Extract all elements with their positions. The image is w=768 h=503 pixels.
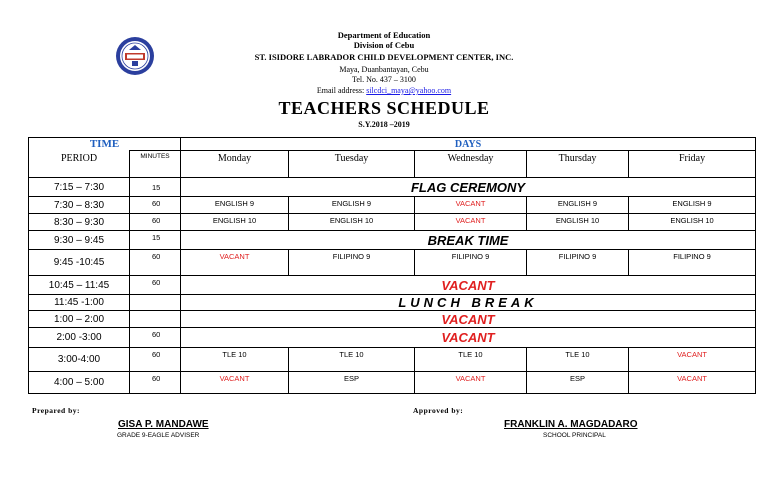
period-cell: 4:00 – 5:00 [29, 372, 130, 394]
period-cell: 2:00 -3:00 [29, 328, 130, 348]
subject-cell: ENGLISH 10 [527, 214, 629, 231]
subject-cell: ENGLISH 9 [629, 197, 756, 214]
preparer-role: GRADE 9-EAGLE ADVISER [117, 432, 200, 439]
minutes-cell: 60 [130, 276, 181, 295]
approver-role: SCHOOL PRINCIPAL [543, 432, 606, 439]
subject-cell: ESP [527, 372, 629, 394]
day-header-tuesday: Tuesday [289, 151, 415, 178]
subject-cell: VACANT [629, 372, 756, 394]
department-name: Department of Education [337, 30, 431, 40]
minutes-cell: 15 [130, 231, 181, 250]
table-row [29, 231, 756, 250]
subject-cell: ENGLISH 9 [181, 197, 289, 214]
period-cell: 7:15 – 7:30 [29, 178, 130, 197]
vacant-banner: VACANT [181, 311, 756, 328]
minutes-cell: 60 [130, 250, 181, 276]
table-row [29, 250, 756, 276]
break-time-banner: BREAK TIME [181, 231, 756, 250]
subject-cell: VACANT [181, 372, 289, 394]
day-header-monday: Monday [181, 151, 289, 178]
division-name: Division of Cebu [353, 40, 415, 50]
period-cell: 9:30 – 9:45 [29, 231, 130, 250]
period-cell: 9:45 -10:45 [29, 250, 130, 276]
subject-cell: VACANT [629, 348, 756, 372]
school-year: S.Y.2018 –2019 [358, 120, 410, 129]
days-header: DAYS [181, 138, 756, 151]
approver-name: FRANKLIN A. MAGDADARO [504, 419, 638, 430]
subject-cell: VACANT [415, 372, 527, 394]
period-cell: 8:30 – 9:30 [29, 214, 130, 231]
minutes-cell [130, 295, 181, 311]
subject-cell: TLE 10 [527, 348, 629, 372]
email-link[interactable]: silcdci_maya@yahoo.com [366, 86, 452, 95]
subject-cell: ENGLISH 10 [181, 214, 289, 231]
table-row [29, 372, 756, 394]
schedule-table [28, 137, 756, 394]
subject-cell: TLE 10 [181, 348, 289, 372]
header-row-days [29, 151, 756, 178]
table-row [29, 348, 756, 372]
subject-cell: VACANT [415, 214, 527, 231]
subject-cell: VACANT [181, 250, 289, 276]
page-title: TEACHERS SCHEDULE [278, 98, 490, 118]
subject-cell: ESP [289, 372, 415, 394]
subject-cell: FILIPINO 9 [527, 250, 629, 276]
subject-cell: ENGLISH 9 [289, 197, 415, 214]
telephone-number: Tel. No. 437 – 3100 [352, 75, 416, 84]
table-row [29, 328, 756, 348]
subject-cell: TLE 10 [289, 348, 415, 372]
header-row-top [29, 138, 756, 151]
minutes-cell: 60 [130, 372, 181, 394]
period-cell: 11:45 -1:00 [29, 295, 130, 311]
subject-cell: TLE 10 [415, 348, 527, 372]
subject-cell: ENGLISH 10 [289, 214, 415, 231]
subject-cell: FILIPINO 9 [289, 250, 415, 276]
time-header: TIME [29, 138, 181, 151]
subject-cell: ENGLISH 9 [527, 197, 629, 214]
period-cell: 7:30 – 8:30 [29, 197, 130, 214]
day-header-thursday: Thursday [527, 151, 629, 178]
approved-by-label: Approved by: [413, 406, 464, 415]
lunch-break-banner: LUNCH BREAK [181, 295, 756, 311]
table-row [29, 197, 756, 214]
table-row [29, 178, 756, 197]
preparer-name: GISA P. MANDAWE [118, 419, 209, 430]
school-address: Maya, Duanbantayan, Cebu [339, 65, 429, 74]
period-cell: 10:45 – 11:45 [29, 276, 130, 295]
minutes-header: MINUTES [130, 151, 181, 178]
minutes-cell [130, 311, 181, 328]
period-header: PERIOD [29, 151, 130, 178]
table-row [29, 311, 756, 328]
school-name: ST. ISIDORE LABRADOR CHILD DEVELOPMENT CENTER, INC. [254, 52, 514, 62]
table-row [29, 295, 756, 311]
vacant-banner: VACANT [181, 276, 756, 295]
flag-ceremony-banner: FLAG CEREMONY [181, 178, 756, 197]
day-header-friday: Friday [629, 151, 756, 178]
subject-cell: VACANT [415, 197, 527, 214]
minutes-cell: 60 [130, 197, 181, 214]
table-row [29, 214, 756, 231]
table-row [29, 276, 756, 295]
subject-cell: FILIPINO 9 [629, 250, 756, 276]
minutes-cell: 15 [130, 178, 181, 197]
prepared-by-label: Prepared by: [32, 406, 81, 415]
minutes-cell: 60 [130, 214, 181, 231]
minutes-cell: 60 [130, 328, 181, 348]
period-cell: 3:00-4:00 [29, 348, 130, 372]
period-cell: 1:00 – 2:00 [29, 311, 130, 328]
subject-cell: FILIPINO 9 [415, 250, 527, 276]
subject-cell: ENGLISH 10 [629, 214, 756, 231]
vacant-banner: VACANT [181, 328, 756, 348]
minutes-cell: 60 [130, 348, 181, 372]
email-label: Email address: [316, 86, 367, 95]
day-header-wednesday: Wednesday [415, 151, 527, 178]
email-line [0, 87, 768, 95]
